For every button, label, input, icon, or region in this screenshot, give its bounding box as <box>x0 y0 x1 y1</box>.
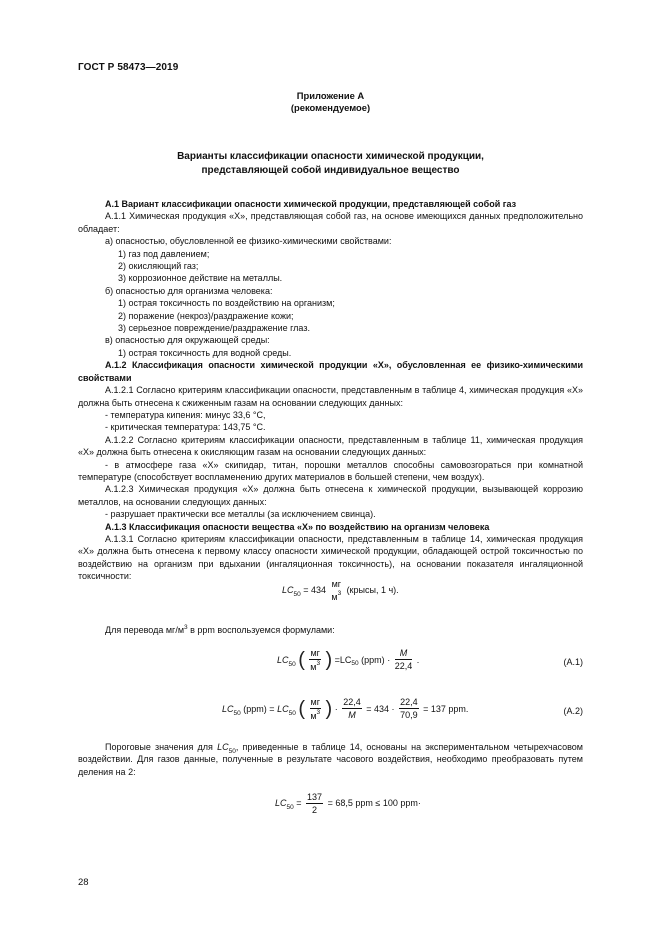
formula-symbol: LC <box>222 703 234 714</box>
numeric-fraction <box>399 697 419 720</box>
page-number: 28 <box>78 877 89 888</box>
fraction-numerator: 137 <box>307 792 323 802</box>
denominator-superscript: 3 <box>316 709 321 716</box>
section-a1-p1: А.1.1 Химическая продукция «Х», представляющая собой газ, на основе имеющихся данных предположительно обладает: <box>78 211 583 234</box>
section-a12-p2: А.1.2.2 Согласно критериям классификации опасности, представленным в таблице 11, химическая продукция «Х» должна быть отнесена к окисляющим газам на основании следующих данных: <box>78 434 583 458</box>
left-paren: ( <box>298 697 306 720</box>
fraction-denominator <box>331 590 342 602</box>
formula-equals: = <box>296 798 302 809</box>
threshold-paragraph <box>78 741 583 778</box>
item-b: б) опасностью для организма человека: <box>105 285 273 296</box>
formula-subscript: 50 <box>293 590 301 598</box>
item-a-3: 3) коррозионное действие на металлы. <box>118 273 283 284</box>
formula-mid: =LC <box>334 654 352 665</box>
formula-equals: = 434 <box>303 585 327 596</box>
section-a13-p1: А.1.3.1 Согласно критериям классификации опасности, представленным в таблице 14, химическая продукция «Х» должна быть отнесена к первому классу опасности химической продукции, обладающей острой токсичностью по воздействию на организм при вдыхании (ингаляционная токсичность), на основании показателя ингаляционной токсичности: <box>78 533 583 582</box>
fraction-numerator: мг <box>331 579 342 589</box>
denominator-text: M <box>348 710 356 721</box>
threshold-text-post: , приведенные в таблице 14, основаны на экспериментальном четырехчасовом воздействии. Для газов данные, полученные в результате часового воздействия, необходимо преобразовать путем деления на 2: <box>78 742 583 777</box>
fraction-numerator: мг <box>310 697 321 707</box>
section-a1-heading: А.1 Вариант классификации опасности химической продукции, представляющей собой газ <box>105 199 517 209</box>
formula-unit-fraction <box>331 579 342 602</box>
fraction-denominator <box>310 709 321 721</box>
section-a12-p1: А.1.2.1 Согласно критериям классификации опасности, представленным в таблице 4, химическая продукция «Х» должна быть отнесена к сжиженным газам на основании следующих данных: <box>78 385 583 408</box>
formula-a2 <box>222 697 468 721</box>
item-a-2: 2) окисляющий газ; <box>118 261 199 272</box>
formula-ppm: (ppm) <box>361 654 385 665</box>
formula-equals: = <box>269 703 275 714</box>
formula-result: = 137 ppm. <box>423 703 469 714</box>
formula-subscript: 50 <box>288 660 296 668</box>
conversion-text-post: в ppm воспользуемся формулами: <box>187 625 335 635</box>
molar-fraction <box>342 697 362 720</box>
threshold-text-pre: Пороговые значения для <box>105 742 218 752</box>
fraction-denominator <box>309 660 320 672</box>
fraction-numerator <box>395 648 413 660</box>
formula-dot: · <box>387 654 391 665</box>
numerator-text: M <box>399 648 408 659</box>
main-title <box>78 150 583 177</box>
formula-symbol: LC <box>282 585 294 596</box>
right-paren: ) <box>325 697 333 720</box>
formula-a1 <box>277 648 419 672</box>
formula-symbol: LC <box>277 654 289 665</box>
formula-subscript: 50 <box>233 709 241 717</box>
item-c-1: 1) острая токсичность для водной среды. <box>118 347 292 358</box>
main-title-line-1: Варианты классификации опасности химической продукции, <box>177 151 484 162</box>
formula-dot: · <box>334 703 338 714</box>
formula-ppm: (ppm) <box>243 703 267 714</box>
denominator-text: м <box>331 591 338 602</box>
item-a: а) опасностью, обусловленной ее физико-химическими свойствами: <box>105 236 392 247</box>
unit-fraction <box>310 697 321 721</box>
formula-equals-434: = 434 · <box>366 703 395 714</box>
fraction-numerator: 22,4 <box>400 697 418 708</box>
equation-label-a1: (А.1) <box>563 657 583 667</box>
conversion-text <box>105 624 335 636</box>
fraction-numerator: мг <box>310 648 320 658</box>
section-a13-heading: А.1.3 Классификация опасности вещества «Х» по воздействию на организм человека <box>105 521 490 532</box>
numeric-fraction <box>306 792 323 815</box>
formula-tail: (крысы, 1 ч). <box>346 585 399 596</box>
denominator-text: м <box>310 710 317 721</box>
formula-lc50-rats <box>282 579 399 602</box>
item-c: в) опасностью для окружающей среды: <box>105 335 270 346</box>
fraction-numerator: 22,4 <box>343 697 361 708</box>
formula-symbol: LC <box>275 798 287 809</box>
fraction-denominator: 22,4 <box>394 661 413 672</box>
section-a12-heading: А.1.2 Классификация опасности химической продукции «Х», обусловленная ее физико-химическими свойствами <box>78 360 583 383</box>
denominator-superscript: 3 <box>316 660 321 667</box>
document-header: ГОСТ Р 58473—2019 <box>78 62 179 73</box>
fraction-denominator <box>342 709 362 720</box>
denominator-text: м <box>310 661 317 672</box>
item-a-1: 1) газ под давлением; <box>118 248 210 259</box>
appendix-subtitle: (рекомендуемое) <box>290 102 371 113</box>
formula-threshold <box>275 792 421 815</box>
unit-fraction <box>309 648 320 672</box>
formula-mid-subscript: 50 <box>351 660 359 668</box>
conversion-superscript: 3 <box>184 624 188 631</box>
appendix-heading <box>78 90 583 114</box>
dash-oxidizing: - в атмосфере газа «Х» скипидар, титан, порошки металлов способны самовозгораться при комнатной температуре (способствует воспламенению других материалов в большей степени, чем воздух). <box>78 459 583 482</box>
fraction-denominator: 2 <box>312 805 318 815</box>
main-title-line-2: представляющей собой индивидуальное вещество <box>201 164 460 176</box>
formula-subscript-2: 50 <box>288 709 296 717</box>
formula-subscript: 50 <box>286 804 294 812</box>
item-b-2: 2) поражение (некроз)/раздражение кожи; <box>118 310 294 321</box>
threshold-subscript: 50 <box>228 747 236 755</box>
body-text <box>78 198 583 583</box>
dash-boiling-point: - температура кипения: минус 33,6 °С, <box>105 409 266 420</box>
section-a12-p3: А.1.2.3 Химическая продукция «Х» должна быть отнесена к химической продукции, вызывающей коррозию металлов, на основании следующих данных: <box>78 484 583 507</box>
appendix-title: Приложение А <box>296 90 365 101</box>
dash-corrosion: - разрушает практически все металлы (за исключением свинца). <box>105 509 376 520</box>
item-b-1: 1) острая токсичность по воздействию на организм; <box>118 298 335 309</box>
formula-end: . <box>416 654 420 665</box>
right-paren: ) <box>325 648 333 671</box>
denominator-superscript: 3 <box>337 590 342 597</box>
molar-fraction <box>395 648 413 671</box>
fraction-denominator: 70,9 <box>400 710 418 721</box>
left-paren: ( <box>298 648 305 671</box>
dash-critical-temp: - критическая температура: 143,75 °С. <box>105 422 266 433</box>
conversion-text-pre: Для перевода мг/м <box>105 625 185 635</box>
formula-symbol-2: LC <box>277 703 289 714</box>
equation-label-a2: (А.2) <box>563 706 583 716</box>
item-b-3: 3) серьезное повреждение/раздражение глаз. <box>118 323 310 334</box>
formula-result: = 68,5 ppm ≤ 100 ppm· <box>327 798 421 809</box>
threshold-symbol: LC <box>217 742 229 752</box>
